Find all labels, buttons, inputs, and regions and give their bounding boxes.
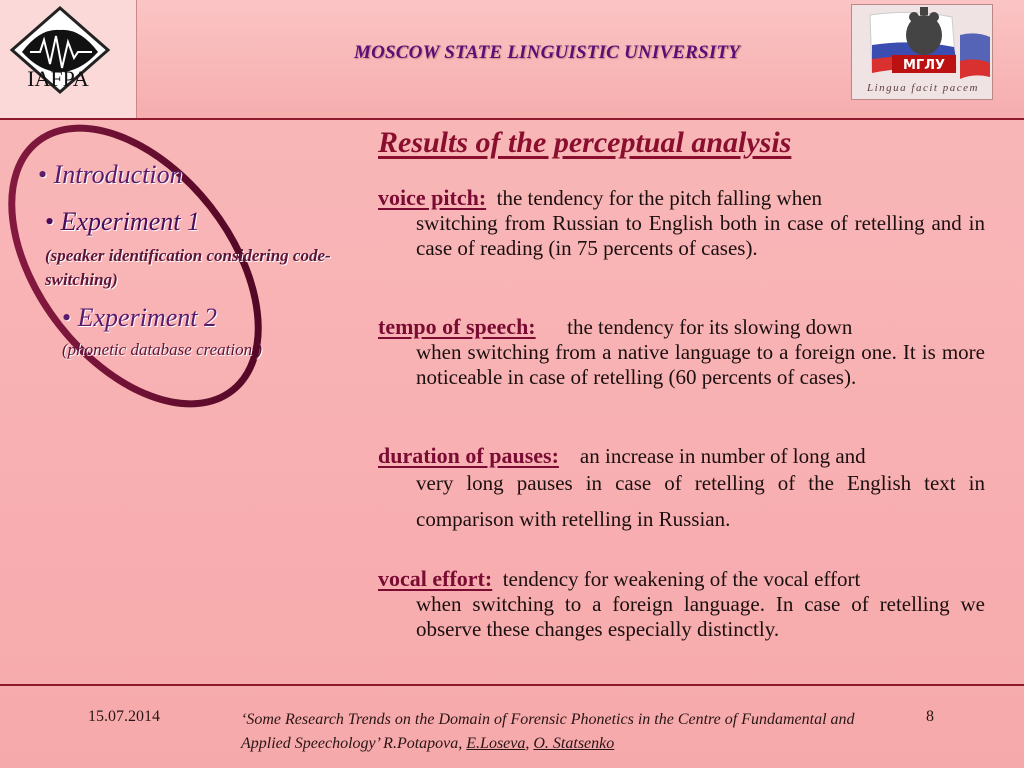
result-term: voice pitch: [378, 185, 487, 210]
result-item-pauses [378, 443, 985, 537]
nav-bullet: • [45, 207, 55, 236]
result-text-rest: switching from Russian to English both in case of retelling and in case of reading (in 75 percents of cases). [416, 211, 985, 260]
result-text-first: an increase in number of long and [579, 444, 866, 468]
slide-title: Results of the perceptual analysis [378, 126, 792, 159]
footer-author-statsenko[interactable]: O. Statsenko [533, 735, 615, 752]
nav-bullet: • [38, 160, 48, 189]
iafpa-logo-text: IAFPA [27, 66, 89, 91]
result-text-rest: very long pauses in case of retelling of the English text in comparison with retelling in Russian. [416, 471, 985, 531]
footer-citation-main: ‘Some Research Trends on the Domain of Forensic Phonetics in the Centre of Fundamental and Applied Speechology’ R.Potapova, [241, 711, 855, 752]
footer-date: 15.07.2014 [88, 708, 160, 725]
result-text-first: tendency for weakening of the vocal effort [502, 567, 861, 591]
result-term: tempo of speech: [378, 314, 536, 339]
motto: Lingua facit pacem [867, 82, 979, 94]
result-text-rest: when switching from a native language to a foreign one. It is more noticeable in case of retelling (60 percents of cases). [416, 340, 985, 389]
nav-experiment-2-label: Experiment 2 [77, 303, 217, 332]
nav-experiment-1-subtitle: (speaker identification considering code-switching) [45, 246, 331, 289]
nav-experiment-1[interactable] [45, 207, 200, 237]
nav-experiment-2-subtitle: (phonetic database creation ) [62, 340, 263, 359]
iafpa-logo [0, 0, 137, 118]
mglu-logo-text: МГЛУ [902, 58, 946, 73]
result-item-voice-pitch [378, 185, 985, 261]
footer-author-loseva[interactable]: E.Loseva [466, 735, 526, 752]
nav-bullet: • [62, 303, 72, 332]
result-text-first: the tendency for the pitch falling when [496, 186, 823, 210]
nav-experiment-2[interactable] [62, 303, 217, 333]
result-term: vocal effort: [378, 566, 493, 591]
result-text-first: the tendency for its slowing down [567, 315, 853, 339]
result-term: duration of pauses: [378, 443, 559, 468]
page-number: 8 [926, 708, 934, 725]
nav-introduction-label: Introduction [53, 160, 183, 189]
result-item-vocal-effort [378, 566, 985, 642]
result-text-rest: when switching to a foreign language. In case of retelling we observe these changes especially distinctly. [416, 592, 985, 641]
footer-divider [0, 684, 1024, 686]
footer-separator: , [525, 735, 530, 752]
footer-citation [241, 708, 881, 756]
university-title: MOSCOW STATE LINGUISTIC UNIVERSITY [354, 42, 741, 63]
nav-experiment-1-label: Experiment 1 [60, 207, 200, 236]
nav-introduction[interactable] [38, 160, 183, 190]
result-item-tempo [378, 314, 985, 390]
